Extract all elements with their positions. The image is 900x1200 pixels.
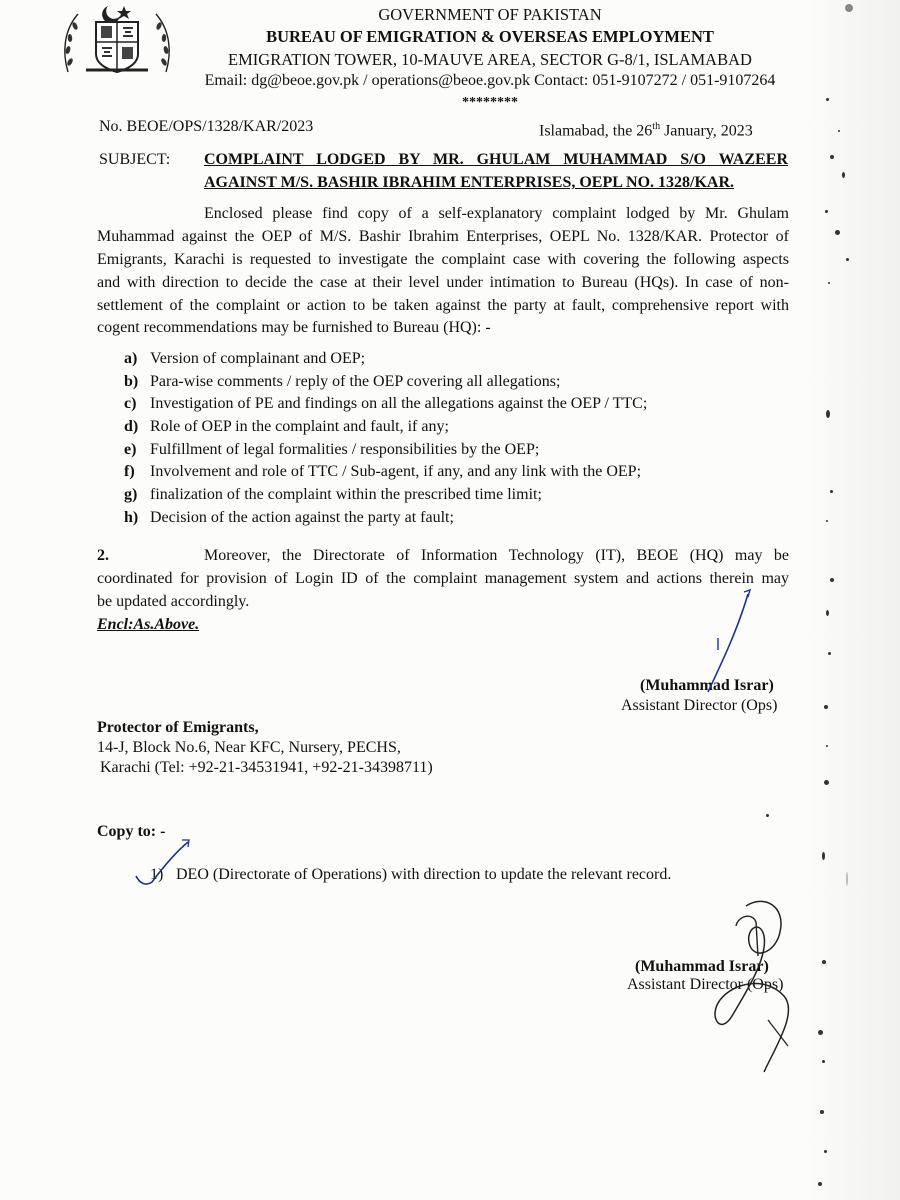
list-item	[124, 393, 647, 416]
subject-line-2: AGAINST M/S. BASHIR IBRAHIM ENTERPRISES, OEPL NO. 1328/KAR.	[204, 174, 735, 191]
signatory-designation: Assistant Director (Ops)	[621, 697, 778, 714]
list-item	[124, 461, 647, 484]
copy-item-number: 1)	[150, 866, 164, 883]
list-item-text: Decision of the action against the party at fault;	[150, 508, 454, 526]
header-separator: ********	[462, 95, 518, 110]
list-item-text: Investigation of PE and findings on all the allegations against the OEP / TTC;	[150, 395, 648, 413]
list-marker: d)	[124, 418, 139, 436]
addressee-line-2: Karachi (Tel: +92-21-34531941, +92-21-34398711)	[100, 759, 433, 776]
subject-label: SUBJECT:	[99, 151, 171, 168]
date-suffix: January, 2023	[660, 122, 753, 140]
list-item	[124, 348, 647, 371]
list-item	[124, 416, 647, 439]
reference-number: No. BEOE/OPS/1328/KAR/2023	[99, 118, 314, 135]
date-prefix: Islamabad, the 26	[539, 122, 653, 140]
paragraph-2-line: Moreover, the Directorate of Information Technology (IT), BEOE (HQ) may be	[204, 547, 789, 564]
paragraph-1-line: Emigrants, Karachi is requested to investigate the complaint case with covering the following aspects	[97, 251, 789, 268]
list-marker: g)	[124, 486, 138, 504]
addressee-line-1: 14-J, Block No.6, Near KFC, Nursery, PECHS,	[97, 739, 401, 756]
letter-date	[539, 115, 753, 143]
bureau-heading: BUREAU OF EMIGRATION & OVERSEAS EMPLOYMENT	[266, 27, 714, 46]
paragraph-1-line: cogent recommendations may be furnished to Bureau (HQ): -	[97, 319, 491, 336]
subject-line-1: COMPLAINT LODGED BY MR. GHULAM MUHAMMAD S/O WAZEER	[204, 151, 788, 168]
scan-edge-shadow	[804, 0, 900, 1200]
date-superscript: th	[652, 121, 661, 132]
addressee-title: Protector of Emigrants,	[97, 719, 259, 736]
list-marker: a)	[124, 350, 138, 367]
government-heading: GOVERNMENT OF PAKISTAN	[378, 5, 602, 24]
signatory-2-name: (Muhammad Israr)	[635, 958, 769, 975]
paragraph-1-line: settlement of the complaint or action to be taken against the party at fault, comprehensive report with	[97, 297, 789, 314]
signatory-2-designation: Assistant Director (Ops)	[627, 976, 784, 993]
list-item	[124, 439, 647, 462]
enclosure-note: Encl:As.Above.	[97, 616, 200, 633]
list-item-text: finalization of the complaint within the prescribed time limit;	[150, 486, 542, 504]
list-item	[124, 371, 647, 394]
paragraph-2-line: be updated accordingly.	[97, 593, 250, 610]
list-item-text: Involvement and role of TTC / Sub-agent, if any, and any link with the OEP;	[150, 463, 642, 481]
paragraph-2-line: coordinated for provision of Login ID of the complaint management system and actions therein may	[97, 570, 789, 587]
list-item-text: Fulfillment of legal formalities / responsibilities by the OEP;	[150, 440, 540, 458]
list-marker: f)	[124, 463, 135, 481]
paragraph-2-number: 2.	[97, 547, 109, 564]
list-marker: e)	[124, 440, 137, 458]
paragraph-1-line: Enclosed please find copy of a self-explanatory complaint lodged by Mr. Ghulam	[204, 205, 789, 222]
list-item	[124, 484, 647, 507]
bureau-contact: Email: dg@beoe.gov.pk / operations@beoe.gov.pk Contact: 051-9107272 / 051-9107264	[204, 72, 776, 89]
aspects-list	[124, 348, 647, 530]
state-emblem-icon	[60, 2, 174, 78]
signatory-name: (Muhammad Israr)	[640, 677, 774, 694]
list-item-text: Para-wise comments / reply of the OEP covering all allegations;	[150, 372, 561, 390]
copy-item-text: DEO (Directorate of Operations) with direction to update the relevant record.	[176, 866, 672, 883]
list-item	[124, 507, 647, 530]
bureau-address: EMIGRATION TOWER, 10-MAUVE AREA, SECTOR G-8/1, ISLAMABAD	[228, 50, 752, 69]
list-marker: h)	[124, 508, 139, 526]
paragraph-1-line: and with direction to decide the case at their level under intimation to Bureau (HQs). In case of non-	[97, 274, 789, 291]
list-item-text: Version of complainant and OEP;	[150, 350, 366, 367]
list-item-text: Role of OEP in the complaint and fault, if any;	[150, 418, 449, 436]
list-marker: c)	[124, 395, 137, 413]
copy-to-label: Copy to: -	[97, 823, 166, 840]
list-marker: b)	[124, 372, 139, 390]
paragraph-1-line: Muhammad against the OEP of M/S. Bashir Ibrahim Enterprises, OEPL No. 1328/KAR. Protector of	[97, 228, 789, 245]
